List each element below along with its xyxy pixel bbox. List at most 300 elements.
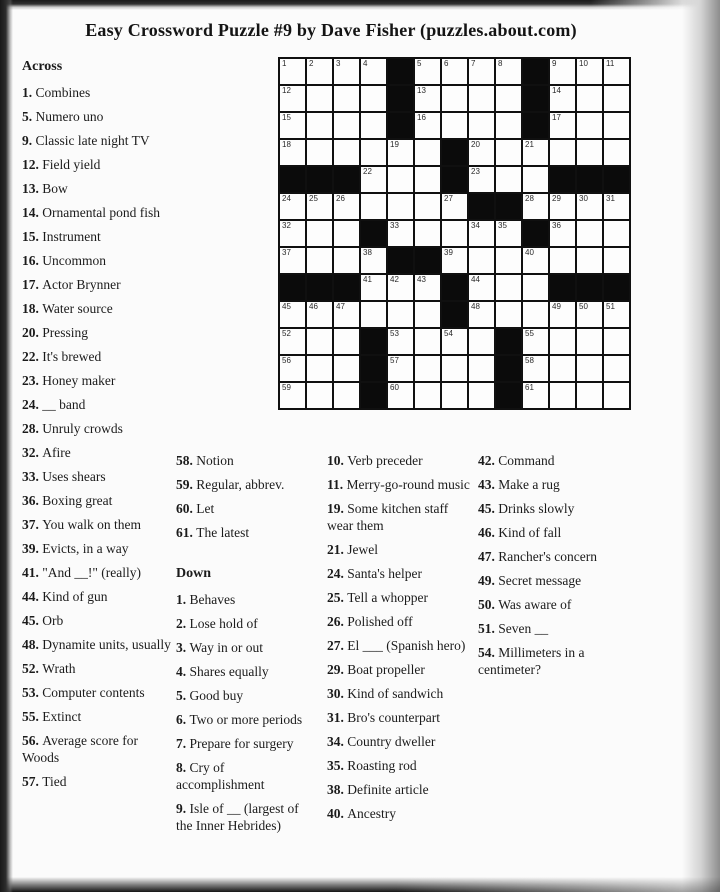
cell-number: 52 [282, 329, 291, 338]
clue-number: 49. [478, 573, 499, 588]
grid-cell[interactable] [415, 86, 440, 111]
clue: 14. Ornamental pond fish [22, 205, 160, 220]
cell-number: 43 [417, 275, 426, 284]
grid-cell[interactable] [550, 383, 575, 408]
clue-number: 61. [176, 525, 197, 540]
grid-cell[interactable] [496, 140, 521, 165]
grid-cell[interactable] [361, 113, 386, 138]
clue: 45. Orb [22, 613, 64, 628]
clue-number: 48. [22, 637, 43, 652]
grid-cell-black [388, 113, 413, 138]
grid-cell-black [361, 383, 386, 408]
grid-cell[interactable] [334, 383, 359, 408]
grid-cell[interactable] [577, 248, 602, 273]
cell-number: 13 [417, 86, 426, 95]
grid-cell[interactable] [604, 329, 629, 354]
grid-cell[interactable] [577, 59, 602, 84]
grid-cell[interactable] [550, 86, 575, 111]
cell-number: 2 [309, 59, 314, 68]
crossword-grid [278, 57, 631, 410]
clue-number: 14. [22, 205, 43, 220]
clue: 11. Merry-go-round music [327, 477, 470, 492]
grid-cell[interactable] [523, 329, 548, 354]
clue-number: 3. [176, 640, 190, 655]
clue: 5. Good buy [176, 688, 244, 703]
clue-number: 56. [22, 733, 43, 748]
clue-number: 1. [22, 85, 36, 100]
grid-cell[interactable] [442, 356, 467, 381]
grid-cell[interactable] [334, 113, 359, 138]
clue: 36. Boxing great [22, 493, 113, 508]
grid-cell-black [442, 140, 467, 165]
clue-number: 24. [22, 397, 43, 412]
grid-cell[interactable] [361, 86, 386, 111]
clue: 8. Cry of accomplishment [176, 760, 265, 792]
grid-cell-black [442, 275, 467, 300]
grid-cell[interactable] [307, 86, 332, 111]
grid-cell[interactable] [361, 194, 386, 219]
grid-cell[interactable] [361, 167, 386, 192]
grid-cell[interactable] [496, 86, 521, 111]
grid-cell[interactable] [415, 194, 440, 219]
cell-number: 46 [309, 302, 318, 311]
grid-cell-black [307, 275, 332, 300]
grid-cell[interactable] [307, 221, 332, 246]
cell-number: 34 [471, 221, 480, 230]
grid-cell[interactable] [442, 113, 467, 138]
cell-number: 5 [417, 59, 422, 68]
grid-cell-black [550, 167, 575, 192]
grid-cell[interactable] [361, 275, 386, 300]
grid-cell[interactable] [280, 383, 305, 408]
grid-cell[interactable] [550, 302, 575, 327]
clue: 4. Shares equally [176, 664, 269, 679]
grid-cell[interactable] [334, 356, 359, 381]
grid-cell[interactable] [577, 194, 602, 219]
grid-cell[interactable] [280, 86, 305, 111]
clue-number: 17. [22, 277, 43, 292]
clue: 25. Tell a whopper [327, 590, 429, 605]
grid-cell[interactable] [280, 221, 305, 246]
clue-section-header: Across [22, 59, 63, 74]
grid-cell[interactable] [388, 140, 413, 165]
cell-number: 31 [606, 194, 615, 203]
clue-number: 54. [478, 645, 499, 660]
clue: 28. Unruly crowds [22, 421, 123, 436]
grid-cell[interactable] [334, 59, 359, 84]
clue: 53. Computer contents [22, 685, 145, 700]
clue: 16. Uncommon [22, 253, 106, 268]
clue: 61. The latest [176, 525, 250, 540]
clue-column-4 [478, 452, 648, 685]
grid-cell[interactable] [523, 140, 548, 165]
grid-cell[interactable] [361, 248, 386, 273]
grid-cell[interactable] [469, 167, 494, 192]
clue: 31. Bro's counterpart [327, 710, 441, 725]
grid-cell[interactable] [496, 221, 521, 246]
grid-cell-black [415, 248, 440, 273]
cell-number: 15 [282, 113, 291, 122]
grid-cell[interactable] [496, 248, 521, 273]
cell-number: 11 [606, 59, 615, 68]
clue-number: 12. [22, 157, 43, 172]
cell-number: 29 [552, 194, 561, 203]
grid-cell[interactable] [469, 248, 494, 273]
grid-cell[interactable] [604, 383, 629, 408]
clue: 38. Definite article [327, 782, 429, 797]
grid-cell[interactable] [577, 383, 602, 408]
clue-number: 18. [22, 301, 43, 316]
clue-number: 40. [327, 806, 348, 821]
grid-cell[interactable] [415, 383, 440, 408]
grid-cell[interactable] [415, 59, 440, 84]
grid-cell[interactable] [415, 356, 440, 381]
grid-cell[interactable] [442, 383, 467, 408]
clue: 35. Roasting rod [327, 758, 417, 773]
clue-number: 4. [176, 664, 190, 679]
cell-number: 12 [282, 86, 291, 95]
grid-cell[interactable] [496, 302, 521, 327]
clue-number: 27. [327, 638, 348, 653]
clue: 55. Extinct [22, 709, 82, 724]
clue: 17. Actor Brynner [22, 277, 121, 292]
clue: 52. Wrath [22, 661, 76, 676]
clue: 29. Boat propeller [327, 662, 425, 677]
grid-cell-black [523, 86, 548, 111]
cell-number: 35 [498, 221, 507, 230]
clue-number: 58. [176, 453, 197, 468]
clue-number: 5. [22, 109, 36, 124]
grid-cell[interactable] [388, 383, 413, 408]
cell-number: 50 [579, 302, 588, 311]
grid-cell[interactable] [388, 356, 413, 381]
cell-number: 42 [390, 275, 399, 284]
grid-cell[interactable] [604, 302, 629, 327]
grid-cell[interactable] [496, 113, 521, 138]
grid-cell-black [361, 221, 386, 246]
grid-cell[interactable] [523, 194, 548, 219]
grid-cell[interactable] [280, 356, 305, 381]
grid-cell[interactable] [469, 221, 494, 246]
clue: 57. Tied [22, 774, 67, 789]
grid-cell[interactable] [307, 248, 332, 273]
clue-section-header: Down [176, 566, 212, 581]
grid-cell[interactable] [604, 194, 629, 219]
clue-number: 19. [327, 501, 348, 516]
grid-cell[interactable] [415, 329, 440, 354]
grid-cell[interactable] [280, 248, 305, 273]
grid-cell[interactable] [415, 302, 440, 327]
cell-number: 40 [525, 248, 534, 257]
grid-cell[interactable] [442, 248, 467, 273]
grid-cell[interactable] [577, 140, 602, 165]
cell-number: 45 [282, 302, 291, 311]
clue-number: 53. [22, 685, 43, 700]
clue-number: 10. [327, 453, 348, 468]
clue: 41. "And __!" (really) [22, 565, 141, 580]
clue: 33. Uses shears [22, 469, 106, 484]
grid-cell[interactable] [442, 221, 467, 246]
cell-number: 27 [444, 194, 453, 203]
grid-cell[interactable] [469, 302, 494, 327]
clue: 40. Ancestry [327, 806, 396, 821]
cell-number: 38 [363, 248, 372, 257]
grid-cell-black [334, 167, 359, 192]
clue-number: 38. [327, 782, 348, 797]
grid-cell[interactable] [280, 113, 305, 138]
cell-number: 30 [579, 194, 588, 203]
clue-number: 45. [478, 501, 499, 516]
cell-number: 36 [552, 221, 561, 230]
grid-cell[interactable] [469, 59, 494, 84]
grid-cell[interactable] [334, 140, 359, 165]
grid-cell[interactable] [307, 140, 332, 165]
grid-cell[interactable] [280, 140, 305, 165]
clue: 1. Behaves [176, 592, 236, 607]
grid-cell[interactable] [388, 221, 413, 246]
clue: 50. Was aware of [478, 597, 572, 612]
clue-column-3 [327, 452, 477, 829]
grid-cell[interactable] [442, 59, 467, 84]
cell-number: 8 [498, 59, 503, 68]
grid-cell[interactable] [280, 194, 305, 219]
clue-number: 50. [478, 597, 499, 612]
grid-cell[interactable] [334, 302, 359, 327]
grid-cell[interactable] [523, 275, 548, 300]
grid-cell[interactable] [415, 113, 440, 138]
cell-number: 41 [363, 275, 372, 284]
cell-number: 23 [471, 167, 480, 176]
clue-number: 33. [22, 469, 43, 484]
grid-cell[interactable] [307, 329, 332, 354]
clue-number: 41. [22, 565, 43, 580]
grid-cell[interactable] [334, 329, 359, 354]
grid-cell[interactable] [280, 59, 305, 84]
grid-cell-black [496, 356, 521, 381]
grid-cell[interactable] [442, 329, 467, 354]
grid-cell[interactable] [523, 383, 548, 408]
grid-cell[interactable] [550, 248, 575, 273]
cell-number: 16 [417, 113, 426, 122]
grid-cell[interactable] [415, 140, 440, 165]
grid-cell[interactable] [307, 383, 332, 408]
clue-number: 23. [22, 373, 43, 388]
clue-column-1 [22, 58, 172, 797]
grid-cell[interactable] [523, 167, 548, 192]
grid-cell[interactable] [523, 302, 548, 327]
grid-cell-black [496, 383, 521, 408]
grid-cell-black [523, 221, 548, 246]
clue: 26. Polished off [327, 614, 413, 629]
clue-number: 32. [22, 445, 43, 460]
cell-number: 20 [471, 140, 480, 149]
grid-cell[interactable] [550, 140, 575, 165]
clue: 13. Bow [22, 181, 68, 196]
clue-number: 37. [22, 517, 43, 532]
grid-cell[interactable] [442, 86, 467, 111]
grid-cell[interactable] [577, 86, 602, 111]
grid-cell[interactable] [307, 194, 332, 219]
grid-cell[interactable] [496, 275, 521, 300]
cell-number: 28 [525, 194, 534, 203]
cell-number: 19 [390, 140, 399, 149]
clue: 24. __ band [22, 397, 86, 412]
grid-cell[interactable] [523, 248, 548, 273]
cell-number: 25 [309, 194, 318, 203]
grid-cell[interactable] [550, 329, 575, 354]
clue: 22. It's brewed [22, 349, 102, 364]
grid-cell[interactable] [307, 356, 332, 381]
grid-cell[interactable] [388, 302, 413, 327]
grid-cell-black [523, 113, 548, 138]
clue-number: 52. [22, 661, 43, 676]
clue: 18. Water source [22, 301, 113, 316]
grid-cell[interactable] [388, 167, 413, 192]
clue: 60. Let [176, 501, 215, 516]
grid-cell[interactable] [334, 221, 359, 246]
clue-number: 34. [327, 734, 348, 749]
clue-number: 9. [176, 801, 190, 816]
grid-cell[interactable] [280, 302, 305, 327]
clue-number: 30. [327, 686, 348, 701]
clue-number: 51. [478, 621, 499, 636]
grid-cell[interactable] [496, 167, 521, 192]
clue: 47. Rancher's concern [478, 549, 598, 564]
cell-number: 57 [390, 356, 399, 365]
grid-cell[interactable] [469, 275, 494, 300]
clue-number: 35. [327, 758, 348, 773]
grid-cell[interactable] [577, 329, 602, 354]
grid-cell[interactable] [550, 356, 575, 381]
clue-number: 7. [176, 736, 190, 751]
cell-number: 61 [525, 383, 534, 392]
grid-cell[interactable] [469, 113, 494, 138]
clue-number: 1. [176, 592, 190, 607]
clue: 12. Field yield [22, 157, 101, 172]
cell-number: 26 [336, 194, 345, 203]
grid-cell[interactable] [550, 221, 575, 246]
clue: 9. Isle of __ (largest of the Inner Hebrides) [176, 801, 299, 833]
clue: 19. Some kitchen staff wear them [327, 501, 449, 533]
grid-cell[interactable] [550, 59, 575, 84]
grid-cell[interactable] [361, 302, 386, 327]
clue-number: 36. [22, 493, 43, 508]
clue-number: 6. [176, 712, 190, 727]
cell-number: 7 [471, 59, 476, 68]
clue: 9. Classic late night TV [22, 133, 150, 148]
clue: 27. El ___ (Spanish hero) [327, 638, 466, 653]
grid-cell[interactable] [577, 113, 602, 138]
grid-cell[interactable] [415, 275, 440, 300]
clue: 37. You walk on them [22, 517, 142, 532]
grid-cell[interactable] [388, 275, 413, 300]
grid-cell-black [388, 248, 413, 273]
grid-cell[interactable] [307, 302, 332, 327]
cell-number: 55 [525, 329, 534, 338]
clue-number: 39. [22, 541, 43, 556]
grid-cell[interactable] [604, 59, 629, 84]
grid-cell[interactable] [577, 302, 602, 327]
grid-cell-black [523, 59, 548, 84]
grid-cell[interactable] [469, 140, 494, 165]
cell-number: 58 [525, 356, 534, 365]
grid-cell-black [361, 329, 386, 354]
cell-number: 32 [282, 221, 291, 230]
grid-cell[interactable] [415, 167, 440, 192]
grid-cell-black [388, 59, 413, 84]
grid-cell[interactable] [469, 86, 494, 111]
grid-cell-black [604, 167, 629, 192]
clue-number: 44. [22, 589, 43, 604]
clue-number: 26. [327, 614, 348, 629]
cell-number: 21 [525, 140, 534, 149]
clue-number: 22. [22, 349, 43, 364]
grid-cell[interactable] [442, 194, 467, 219]
grid-cell[interactable] [361, 59, 386, 84]
grid-cell-black [577, 275, 602, 300]
grid-cell[interactable] [550, 113, 575, 138]
grid-cell[interactable] [604, 356, 629, 381]
clue-number: 2. [176, 616, 190, 631]
grid-cell[interactable] [469, 383, 494, 408]
grid-cell[interactable] [307, 59, 332, 84]
grid-cell[interactable] [280, 329, 305, 354]
grid-cell-black [442, 167, 467, 192]
grid-cell-black [280, 275, 305, 300]
clue: 6. Two or more periods [176, 712, 303, 727]
grid-cell[interactable] [469, 356, 494, 381]
grid-cell[interactable] [604, 248, 629, 273]
clue: 43. Make a rug [478, 477, 560, 492]
clue: 48. Dynamite units, usually [22, 637, 171, 652]
grid-cell[interactable] [604, 113, 629, 138]
clue: 3. Way in or out [176, 640, 264, 655]
page-title: Easy Crossword Puzzle #9 by Dave Fisher (puzzles.about.com) [85, 20, 577, 40]
cell-number: 33 [390, 221, 399, 230]
grid-cell[interactable] [388, 329, 413, 354]
grid-cell[interactable] [577, 356, 602, 381]
grid-cell-black [496, 194, 521, 219]
clue: 24. Santa's helper [327, 566, 423, 581]
clue-number: 8. [176, 760, 190, 775]
grid-cell[interactable] [577, 221, 602, 246]
clue: 49. Secret message [478, 573, 582, 588]
grid-cell[interactable] [334, 194, 359, 219]
grid-cell-black [442, 302, 467, 327]
grid-cell[interactable] [604, 221, 629, 246]
spacer [176, 548, 312, 565]
grid-cell[interactable] [550, 194, 575, 219]
grid-cell[interactable] [604, 140, 629, 165]
grid-cell[interactable] [307, 113, 332, 138]
grid-cell-black [361, 356, 386, 381]
clue-number: 25. [327, 590, 348, 605]
grid-cell[interactable] [604, 86, 629, 111]
grid-cell[interactable] [469, 329, 494, 354]
grid-cell[interactable] [334, 86, 359, 111]
grid-cell-black [280, 167, 305, 192]
cell-number: 10 [579, 59, 588, 68]
clue: 46. Kind of fall [478, 525, 562, 540]
grid-cell[interactable] [496, 59, 521, 84]
grid-cell[interactable] [415, 221, 440, 246]
cell-number: 14 [552, 86, 561, 95]
grid-cell[interactable] [361, 140, 386, 165]
grid-cell[interactable] [388, 194, 413, 219]
grid-cell[interactable] [523, 356, 548, 381]
grid-cell[interactable] [334, 248, 359, 273]
clue-number: 13. [22, 181, 43, 196]
